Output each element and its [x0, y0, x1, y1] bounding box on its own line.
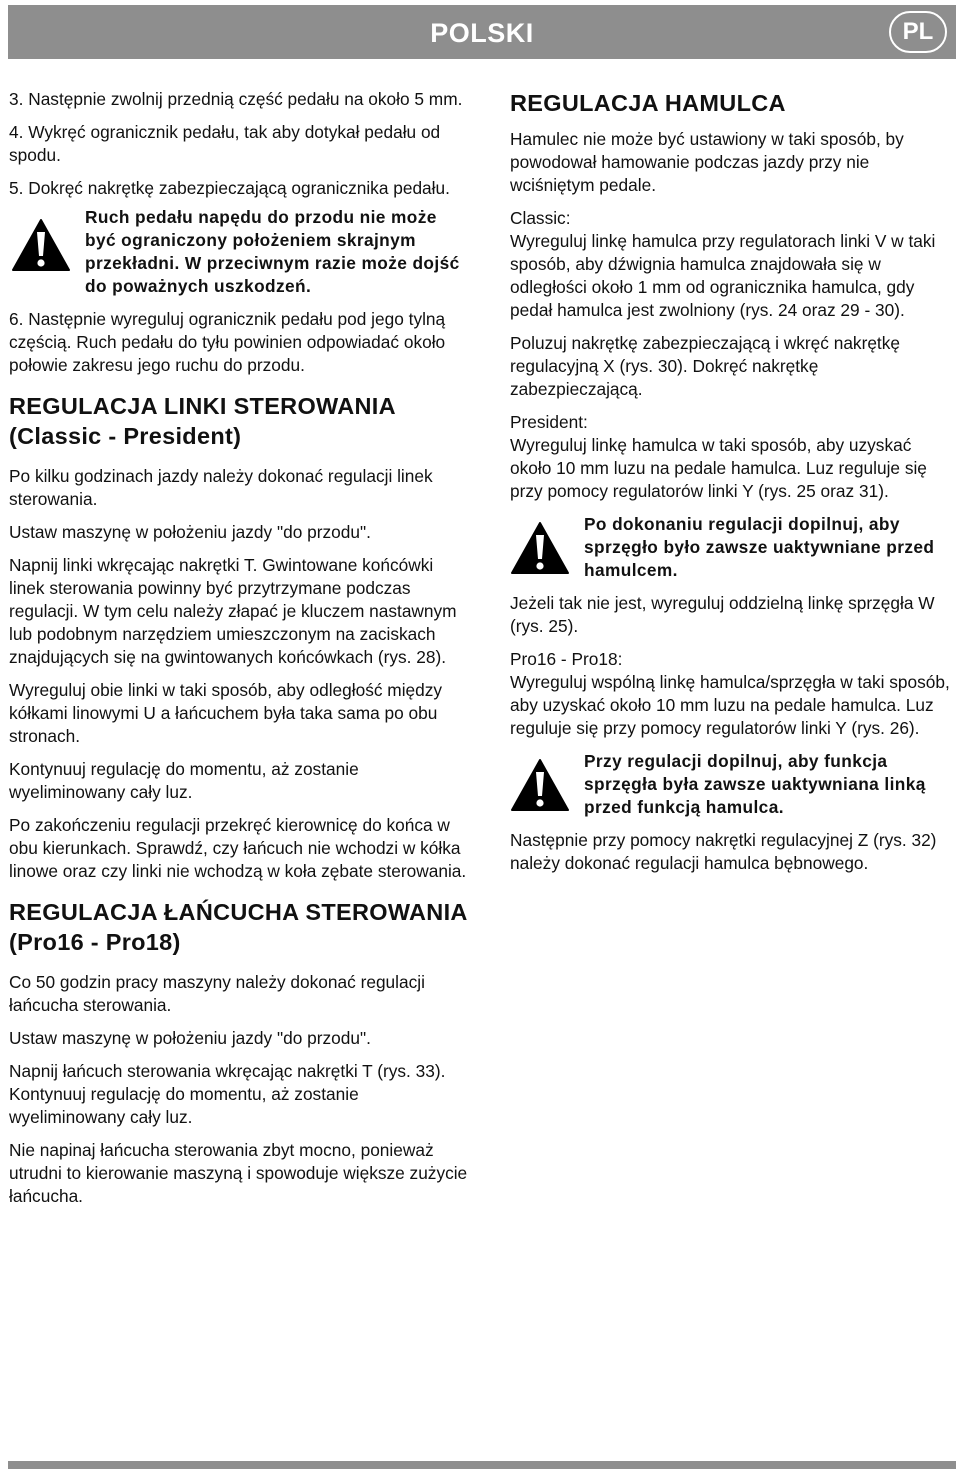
section-heading-steering-chain: REGULACJA ŁAŃCUCHA STEROWANIA (Pro16 - Pro18) — [9, 899, 467, 955]
paragraph: Po kilku godzinach jazdy należy dokonać regulacji linek sterowania. — [9, 466, 433, 509]
warning-triangle-icon — [11, 218, 71, 272]
paragraph: Wyreguluj obie linki w taki sposób, aby odległość między kółkami linowymi U a łańcuchem była taka sama po obu stronach. — [9, 680, 443, 746]
warning-block-pedal — [9, 206, 469, 298]
step-6: 6. Następnie wyreguluj ogranicznik pedału pod jego tylną częścią. Ruch pedału do tyłu powinien odpowiadać około połowie zakresu jego ruchu do przodu. — [9, 309, 446, 375]
paragraph: Poluzuj nakrętkę zabezpieczającą i wkręć nakrętkę regulacyjną X (rys. 30). Dokręć nakrętkę zabezpieczającą. — [510, 333, 900, 399]
warning-block-clutch-before-brake — [510, 513, 955, 582]
step-4: 4. Wykręć ogranicznik pedału, tak aby dotykał pedału od spodu. — [9, 122, 441, 165]
warning-triangle-icon — [510, 521, 570, 575]
paragraph-pro16-pro18: Pro16 - Pro18: Wyreguluj wspólną linkę hamulca/sprzęgła w taki sposób, aby uzyskać około 10 mm luzu na pedale hamulca. Luz reguluje się przy pomocy regulatorów linki Y (rys. 26). — [510, 649, 950, 738]
step-3: 3. Następnie zwolnij przednią część pedału na około 5 mm. — [9, 89, 463, 109]
language-code-badge: PL — [889, 11, 947, 53]
paragraph: Następnie przy pomocy nakrętki regulacyjnej Z (rys. 32) należy dokonać regulacji hamulca bębnowego. — [510, 830, 937, 873]
header-bar — [8, 5, 956, 59]
section-heading-brake: REGULACJA HAMULCA — [510, 90, 786, 116]
paragraph: Napnij łańcuch sterowania wkręcając nakrętki T (rys. 33). Kontynuuj regulację do momentu, aż zostanie wyeliminowany cały luz. — [9, 1061, 446, 1127]
right-column — [510, 88, 955, 885]
paragraph: Napnij linki wkręcając nakrętki T. Gwintowane końcówki linek sterowania powinny być przytrzymane podczas regulacji. W tym celu należy złapać je kluczem nastawnym lub podobnym narzędziem umieszczonym na zaciskach znajdujących się na gwintowanych końcówkach (rys. 28). — [9, 555, 457, 667]
warning-text: Ruch pedału napędu do przodu nie może być ograniczony położeniem skrajnym przekładni. W przeciwnym razie może dojść do poważnych uszkodzeń. — [85, 207, 460, 296]
warning-triangle-icon — [510, 758, 570, 812]
paragraph: Co 50 godzin pracy maszyny należy dokonać regulacji łańcucha sterowania. — [9, 972, 425, 1015]
paragraph-president: President: Wyreguluj linkę hamulca w taki sposób, aby uzyskać około 10 mm luzu na pedale hamulca. Luz reguluje się przy pomocy regulatorów linki Y (rys. 25 oraz 31). — [510, 412, 927, 501]
section-heading-steering-cable: REGULACJA LINKI STEROWANIA (Classic - President) — [9, 393, 395, 449]
warning-block-clutch-cable — [510, 750, 955, 819]
paragraph: Kontynuuj regulację do momentu, aż zostanie wyeliminowany cały luz. — [9, 759, 359, 802]
warning-text: Przy regulacji dopilnuj, aby funkcja sprzęgła była zawsze uaktywniana linką przed funkcją hamulca. — [584, 751, 926, 817]
footer-rule — [8, 1461, 956, 1469]
paragraph: Jeżeli tak nie jest, wyreguluj oddzielną linkę sprzęgła W (rys. 25). — [510, 593, 935, 636]
left-column — [9, 88, 469, 1218]
paragraph: Ustaw maszynę w położeniu jazdy "do przodu". — [9, 1028, 371, 1048]
language-title: POLSKI — [430, 18, 534, 48]
warning-text: Po dokonaniu regulacji dopilnuj, aby sprzęgło było zawsze uaktywniane przed hamulcem. — [584, 514, 935, 580]
paragraph-classic: Classic: Wyreguluj linkę hamulca przy regulatorach linki V w taki sposób, aby dźwignia hamulca znajdowała się w odległości około 1 mm od ogranicznika hamulca, gdy pedał hamulca jest zwolniony (rys. 24 oraz 29 - 30). — [510, 208, 936, 320]
paragraph: Nie napinaj łańcucha sterowania zbyt mocno, ponieważ utrudni to kierowanie maszyną i spowoduje większe zużycie łańcucha. — [9, 1140, 468, 1206]
paragraph: Ustaw maszynę w położeniu jazdy "do przodu". — [9, 522, 371, 542]
paragraph: Po zakończeniu regulacji przekręć kierownicę do końca w obu kierunkach. Sprawdź, czy łańcuch nie wchodzi w kółka linowe oraz czy linki nie wchodzą w koła zębate sterowania. — [9, 815, 467, 881]
step-5: 5. Dokręć nakrętkę zabezpieczającą ogranicznika pedału. — [9, 178, 450, 198]
paragraph: Hamulec nie może być ustawiony w taki sposób, by powodował hamowanie podczas jazdy przy nie wciśniętym pedale. — [510, 129, 904, 195]
